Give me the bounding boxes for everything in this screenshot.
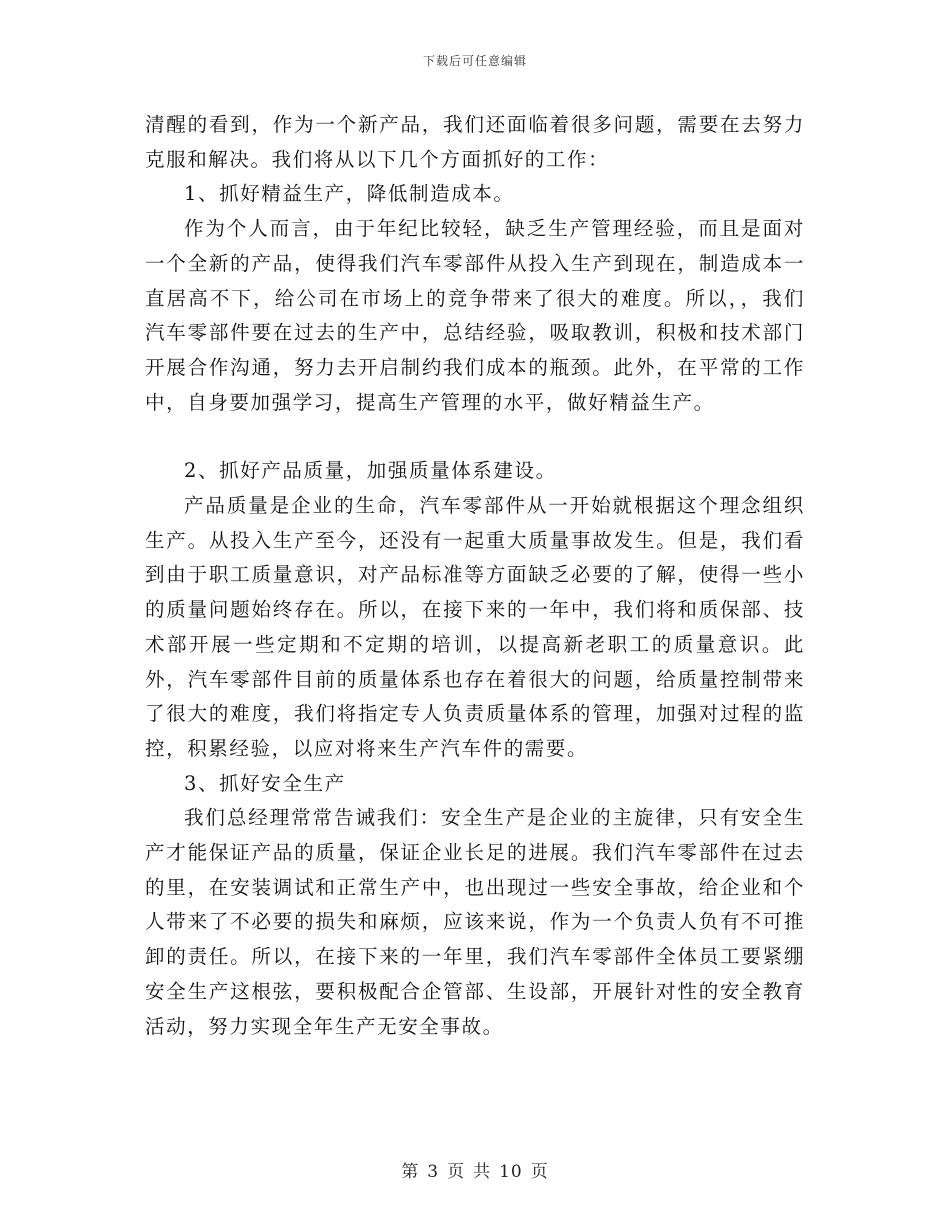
section-heading-lean-production: 1、抓好精益生产，降低制造成本。 xyxy=(184,182,515,206)
paragraph-product-quality: 产品质量是企业的生命，汽车零部件从一开始就根据这个理念组织生产。从投入生产至今，还没有一起重大质量事故发生。但是，我们看到由于职工质量意识，对产品标准等方面缺乏必要的了解，使得一些小的质量问题始终存在。所以，在接下来的一年中，我们将和质保部、技术部开展一些定期和不定期的培训，以提高新老职工的质量意识。此外，汽车零部件目前的质量体系也存在着很大的问题，给质量控制带来了很大的难度，我们将指定专人负责质量体系的管理，加强对过程的监控，积累经验，以应对将来生产汽车件的需要。 xyxy=(145,494,805,760)
footer-page-number: 3 xyxy=(427,1162,440,1182)
page-footer xyxy=(0,1157,950,1182)
footer-prefix: 第 xyxy=(401,1162,420,1182)
footer-page-word: 页 xyxy=(447,1162,466,1182)
section-heading-safety: 3、抓好安全生产 xyxy=(184,771,346,795)
paragraph-lean-production: 作为个人而言，由于年纪比较轻，缺乏生产管理经验，而且是面对一个全新的产品，使得我们汽车零部件从投入生产到现在，制造成本一直居高不下，给公司在市场上的竞争带来了很大的难度。所以，，我们汽车零部件要在过去的生产中，总结经验，吸取教训，积极和技术部门开展合作沟通，努力去开启制约我们成本的瓶颈。此外，在平常的工作中，自身要加强学习，提高生产管理的水平，做好精益生产。 xyxy=(145,217,805,414)
footer-suffix: 页 xyxy=(530,1162,549,1182)
paragraph-safety: 我们总经理常常告诫我们：安全生产是企业的主旋律，只有安全生产才能保证产品的质量，保证企业长足的进展。我们汽车零部件在过去的里，在安装调试和正常生产中，也出现过一些安全事故，给企业和个人带来了不必要的损失和麻烦，应该来说，作为一个负责人负有不可推卸的责任。所以，在接下来的一年里，我们汽车零部件全体员工要紧绷安全生产这根弦，要积极配合企管部、生设部，开展针对性的安全教育活动，努力实现全年生产无安全事故。 xyxy=(145,806,805,1038)
footer-total-word: 共 xyxy=(473,1162,492,1182)
document-body xyxy=(145,108,805,1044)
footer-total-pages: 10 xyxy=(499,1162,523,1182)
section-heading-product-quality: 2、抓好产品质量，加强质量体系建设。 xyxy=(184,459,557,483)
page-header-note: 下载后可任意编辑 xyxy=(422,54,527,68)
paragraph-gap xyxy=(145,420,805,454)
paragraph-intro: 清醒的看到，作为一个新产品，我们还面临着很多问题，需要在去努力克服和解决。我们将从以下几个方面抓好的工作： xyxy=(145,113,805,171)
